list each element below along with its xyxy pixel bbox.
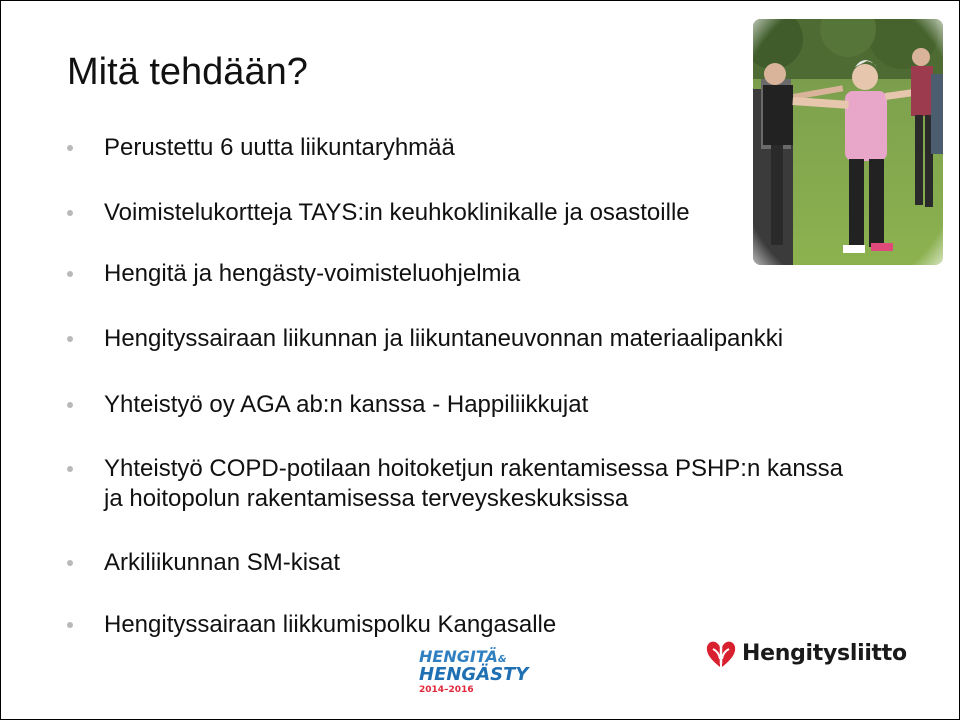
bullet-dot-icon xyxy=(67,466,73,472)
project-logo-years: 2014–2016 xyxy=(419,685,474,695)
bullet-item xyxy=(67,548,867,578)
bullet-dot-icon xyxy=(67,560,73,566)
bullet-item xyxy=(67,454,857,514)
project-logo-line1: HENGITÄ& xyxy=(419,647,507,666)
bullet-item xyxy=(67,198,867,228)
bullet-text: Voimistelukortteja TAYS:in keuhkoklinikalle ja osastoille xyxy=(104,199,690,226)
project-logo-line2: HENGÄSTY xyxy=(419,664,529,685)
project-logo-amp: & xyxy=(497,654,507,665)
bullet-text: Hengitä ja hengästy-voimisteluohjelmia xyxy=(104,260,521,287)
bullet-dot-icon xyxy=(67,210,73,216)
bullet-item xyxy=(67,324,867,354)
bullet-item xyxy=(67,133,867,163)
bullet-item xyxy=(67,390,867,420)
exercise-group-photo xyxy=(753,19,943,265)
bullet-item xyxy=(67,259,867,289)
bullet-text: Arkiliikunnan SM-kisat xyxy=(104,549,341,576)
bullet-text: Yhteistyö oy AGA ab:n kanssa - Happiliikkujat xyxy=(104,391,589,418)
heart-logo-icon xyxy=(704,637,738,671)
bullet-text: Perustettu 6 uutta liikuntaryhmää xyxy=(104,134,455,161)
bullet-text: Yhteistyö COPD-potilaan hoitoketjun rakentamisessa PSHP:n kanssa ja hoitopolun rakentamisessa terveyskeskuksissa xyxy=(104,455,844,512)
organization-logo xyxy=(704,635,907,675)
bullet-dot-icon xyxy=(67,622,73,628)
slide-title: Mitä tehdään? xyxy=(67,51,308,93)
bullet-text: Hengityssairaan liikunnan ja liikuntaneuvonnan materiaalipankki xyxy=(104,325,784,352)
project-logo xyxy=(419,649,529,699)
bullet-dot-icon xyxy=(67,145,73,151)
organization-name: Hengitysliitto xyxy=(742,641,907,666)
bullet-text: Hengityssairaan liikkumispolku Kangasalle xyxy=(104,611,557,638)
bullet-dot-icon xyxy=(67,402,73,408)
bullet-dot-icon xyxy=(67,336,73,342)
bullet-dot-icon xyxy=(67,271,73,277)
